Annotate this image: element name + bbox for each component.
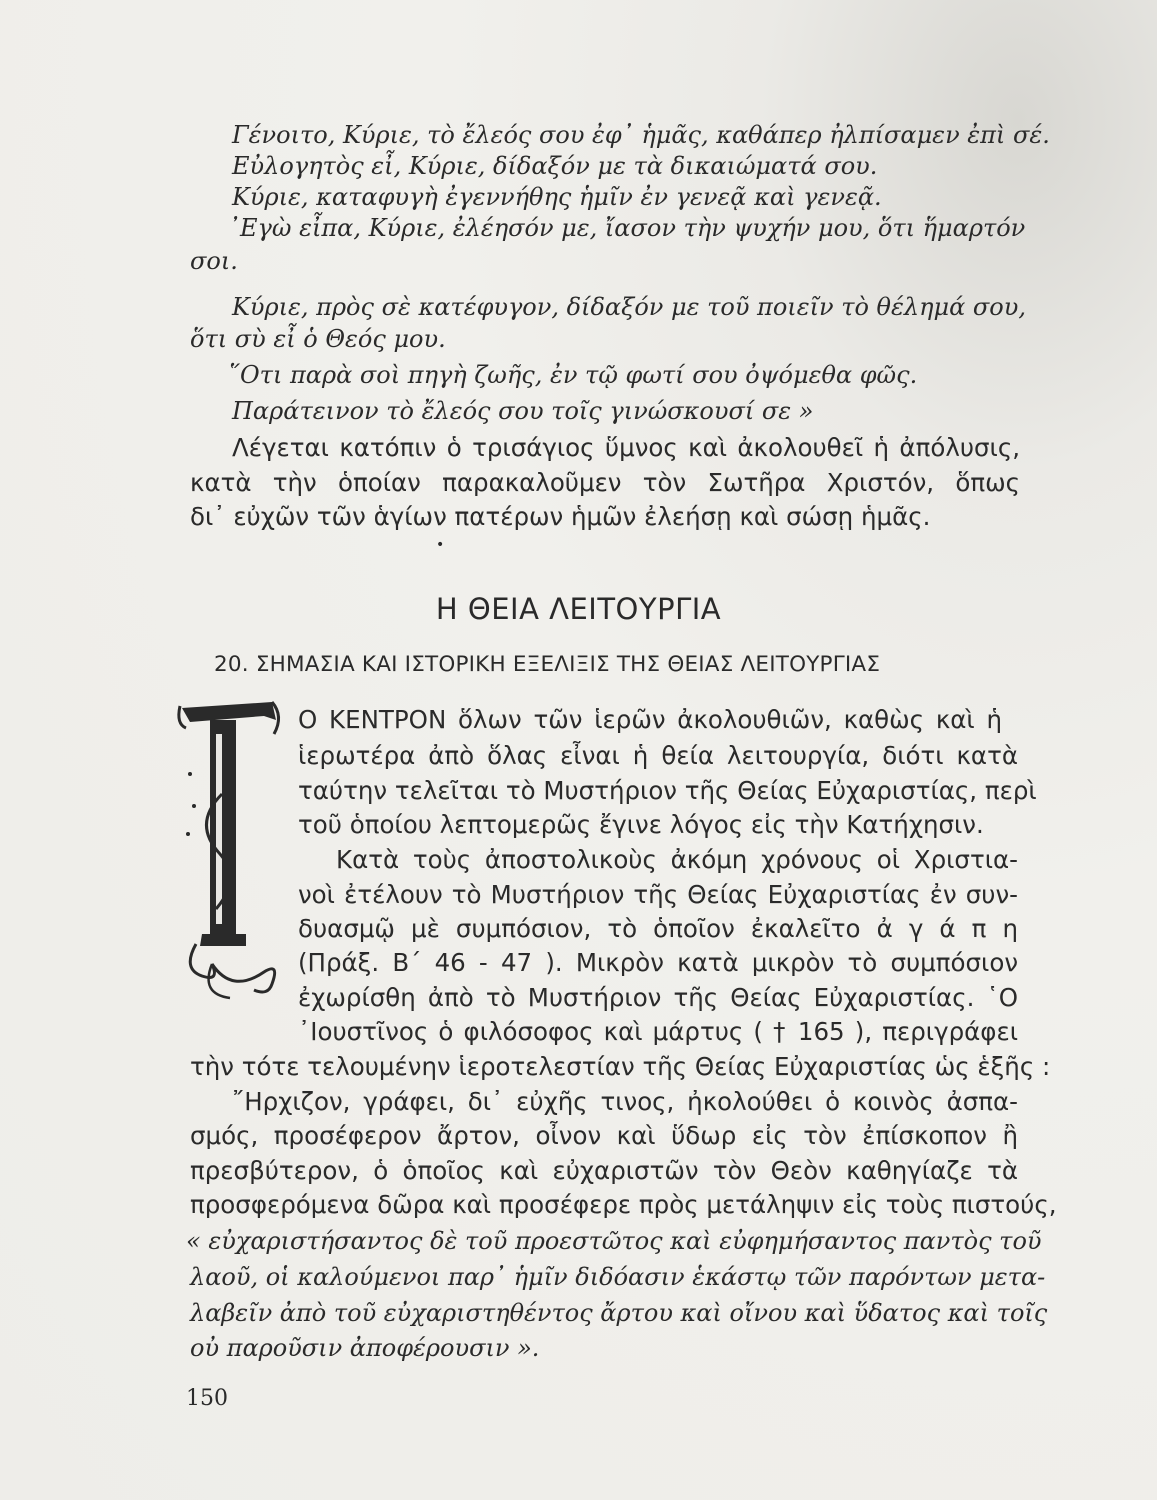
body-line: ᾿Ιουστῖνος ὁ φιλόσοφος καὶ μάρτυς ( † 165 ), περιγράφει [298,1017,1018,1046]
intro-line: δι᾽ εὐχῶν τῶν ἁγίων πατέρων ἡμῶν ἐλεήσῃ καὶ σώσῃ ἡμᾶς. [190,502,931,531]
body-line: πρεσβύτερον, ὁ ὁποῖος καὶ εὐχαριστῶν τὸν Θεὸν καθηγίαζε τὰ [190,1156,1018,1185]
verse-line: ᾿Εγὼ εἶπα, Κύριε, ἐλέησόν με, ἴασον τὴν ψυχήν μου, ὅτι ἥμαρτόν [228,214,1026,242]
ornamental-dropcap [172,694,292,1004]
separator-dot: • [436,537,445,553]
chapter-subheading: 20. ΣΗΜΑΣΙΑ ΚΑΙ ΙΣΤΟΡΙΚΗ ΕΞΕΛΙΞΙΣ ΤΗΣ ΘΕΙΑΣ ΛΕΙΤΟΥΡΓΙΑΣ [214,652,881,677]
body-line: σμός, προσέφερον ἄρτον, οἶνον καὶ ὕδωρ εἰς τὸν ἐπίσκοπον ἢ [190,1121,1018,1150]
dropcap-t-icon [172,694,292,1004]
verse-line: ὅτι σὺ εἶ ὁ Θεός μου. [190,325,446,353]
intro-line: Λέγεται κατόπιν ὁ τρισάγιος ὕμνος καὶ ἀκολουθεῖ ἡ ἀπόλυσις, [232,433,1020,462]
body-line: ἱερωτέρα ἀπὸ ὅλας εἶναι ἡ θεία λειτουργία, διότι κατὰ [298,741,1018,770]
verse-line: Γένοιτο, Κύριε, τὸ ἔλεός σου ἐφ᾽ ἡμᾶς, καθάπερ ἠλπίσαμεν ἐπὶ σέ. [232,121,1050,149]
section-heading: Η ΘΕΙΑ ΛΕΙΤΟΥΡΓΙΑ [435,592,722,626]
quote-line: λαβεῖν ἀπὸ τοῦ εὐχαριστηθέντος ἄρτου καὶ οἴνου καὶ ὕδατος καὶ τοῖς [190,1299,1048,1327]
page-number: 150 [186,1386,228,1411]
body-line: τοῦ ὁποίου λεπτομερῶς ἔγινε λόγος εἰς τὴν Κατήχησιν. [298,810,984,839]
quote-line: λαοῦ, οἱ καλούμενοι παρ᾽ ἡμῖν διδόασιν ἑκάστῳ τῶν παρόντων μετα- [190,1263,1046,1291]
body-line: τὴν τότε τελουμένην ἱεροτελεστίαν τῆς Θείας Εὐχαριστίας ὡς ἑξῆς : [190,1052,1051,1081]
verse-line: σοι. [190,247,238,275]
verse-line: Παράτεινον τὸ ἔλεός σου τοῖς γινώσκουσί σε » [232,397,814,425]
body-line: νοὶ ἐτέλουν τὸ Μυστήριον τῆς Θείας Εὐχαριστίας ἐν συν- [298,880,1018,909]
body-line: (Πράξ. Β´ 46 - 47 ). Μικρὸν κατὰ μικρὸν τὸ συμπόσιον [298,948,1018,977]
verse-line: ῞Οτι παρὰ σοὶ πηγὴ ζωῆς, ἐν τῷ φωτί σου ὀψόμεθα φῶς. [228,361,918,389]
quote-line: « εὐχαριστήσαντος δὲ τοῦ προεστῶτος καὶ εὐφημήσαντος παντὸς τοῦ [186,1227,1042,1255]
body-line: προσφερόμενα δῶρα καὶ προσέφερε πρὸς μετάληψιν εἰς τοὺς πιστούς, [190,1190,1057,1219]
body-line: ταύτην τελεῖται τὸ Μυστήριον τῆς Θείας Εὐχαριστίας, περὶ [298,776,1037,805]
body-line: Ο ΚΕΝΤΡΟΝ ὅλων τῶν ἱερῶν ἀκολουθιῶν, καθὼς καὶ ἡ [298,705,1002,734]
body-line: δυασμῷ μὲ συμπόσιον, τὸ ὁποῖον ἐκαλεῖτο ἀ γ ά π η [298,914,1018,943]
quote-line: οὐ παροῦσιν ἀποφέρουσιν ». [190,1334,540,1362]
body-line: Κατὰ τοὺς ἀποστολικοὺς ἀκόμη χρόνους οἱ Χριστια- [336,845,1018,874]
body-line: ῎Ηρχιζον, γράφει, δι᾽ εὐχῆς τινος, ἠκολούθει ὁ κοινὸς ἀσπα- [232,1087,1018,1116]
intro-line: κατὰ τὴν ὁποίαν παρακαλοῦμεν τὸν Σωτῆρα Χριστόν, ὅπως [190,468,1020,497]
verse-line: Εὐλογητὸς εἶ, Κύριε, δίδαξόν με τὰ δικαιώματά σου. [232,152,878,180]
body-line: ἐχωρίσθη ἀπὸ τὸ Μυστήριον τῆς Θείας Εὐχαριστίας. ῾Ο [298,983,1018,1012]
verse-line: Κύριε, πρὸς σὲ κατέφυγον, δίδαξόν με τοῦ ποιεῖν τὸ θέλημά σου, [232,293,1026,321]
verse-line: Κύριε, καταφυγὴ ἐγεννήθης ἡμῖν ἐν γενεᾷ καὶ γενεᾷ. [232,183,882,211]
